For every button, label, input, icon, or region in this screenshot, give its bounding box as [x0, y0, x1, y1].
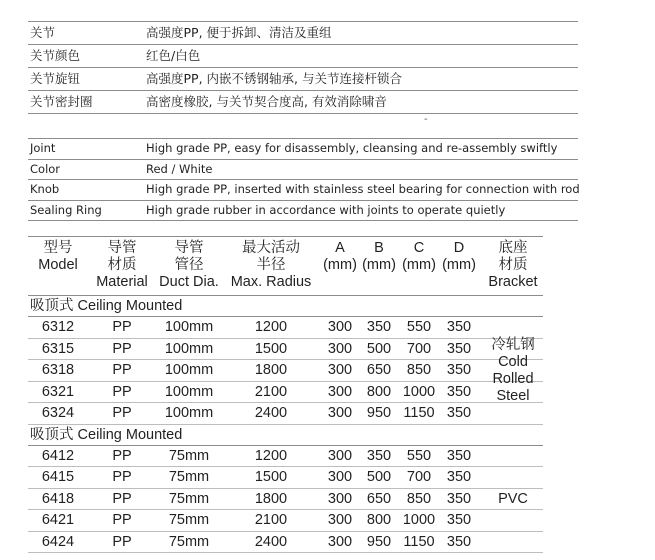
header-text: Bracket: [488, 274, 538, 290]
cell-material: PP: [112, 490, 132, 507]
spec-row-color: [28, 160, 578, 181]
cell-a: 300: [327, 340, 353, 357]
header-text: (mm): [323, 257, 357, 273]
cell-model: 6412: [41, 447, 75, 464]
cell-material: PP: [112, 447, 132, 464]
cell-a: 300: [327, 319, 353, 335]
table-row: [28, 489, 543, 511]
header-max-radius: [221, 240, 321, 291]
header-text: D: [453, 240, 465, 256]
cell-max-radius: 2100: [254, 383, 288, 400]
spec-value: 高强度PP, 便于拆卸、清洁及重组: [146, 25, 332, 40]
header-text: 半径: [256, 257, 286, 273]
cell-max-radius: 1800: [254, 490, 288, 507]
table-header: [28, 236, 543, 296]
cell-b: 350: [366, 447, 392, 464]
spec-value: High grade PP, easy for disassembly, cleansing and re-assembly swiftly: [146, 141, 558, 155]
table-row: [28, 339, 543, 361]
cell-b: 800: [366, 512, 392, 528]
spec-label: 关节颜色: [30, 48, 81, 63]
cell-c: 850: [406, 362, 432, 378]
cell-c: 700: [406, 340, 432, 357]
bracket-material: [474, 491, 552, 508]
cell-material: PP: [112, 512, 132, 528]
header-model: [28, 240, 88, 274]
header-material: [92, 240, 152, 291]
table-row: [28, 467, 543, 489]
header-text: 材质: [498, 257, 528, 273]
table-row: [28, 360, 543, 382]
cell-a: 300: [327, 405, 353, 421]
bracket-text: Steel: [496, 387, 530, 404]
cell-duct-dia: 75mm: [168, 447, 210, 464]
spec-label: Joint: [30, 141, 56, 155]
cell-b: 650: [366, 362, 392, 378]
cell-model: 6312: [41, 319, 75, 335]
cell-material: PP: [112, 405, 132, 421]
model-table: [28, 236, 543, 553]
cell-c: 1150: [403, 533, 435, 550]
table-row: [28, 446, 543, 468]
header-text: 型号: [43, 240, 73, 256]
cell-d: 350: [446, 405, 472, 421]
cell-c: 1000: [402, 512, 436, 528]
bracket-material: [474, 337, 552, 405]
cell-model: 6324: [41, 405, 75, 421]
spec-label: Color: [30, 161, 61, 176]
spec-row-joint-cn: [28, 21, 578, 45]
cell-max-radius: 1500: [254, 469, 288, 485]
header-bracket: [478, 240, 548, 291]
cell-material: PP: [112, 340, 132, 357]
cell-duct-dia: 100mm: [164, 319, 214, 335]
cell-model: 6321: [41, 383, 75, 400]
section-body: [28, 317, 543, 425]
cell-d: 350: [446, 490, 472, 507]
cell-material: PP: [112, 319, 132, 335]
cell-c: 550: [406, 447, 432, 464]
header-text: 管径: [174, 257, 204, 273]
cell-d: 350: [446, 533, 472, 550]
cell-duct-dia: 100mm: [164, 383, 214, 400]
cell-duct-dia: 100mm: [164, 340, 214, 357]
cell-max-radius: 1200: [254, 447, 288, 464]
header-text: 导管: [107, 240, 137, 256]
header-text: C: [413, 240, 425, 256]
cell-duct-dia: 100mm: [164, 405, 214, 421]
cell-c: 1000: [402, 383, 436, 400]
table-row: [28, 532, 543, 554]
cell-model: 6315: [41, 340, 75, 357]
cell-c: 1150: [403, 405, 435, 421]
spec-value: 红色/白色: [146, 48, 201, 63]
header-text: Material: [96, 274, 148, 290]
cell-max-radius: 2400: [254, 405, 288, 421]
cell-duct-dia: 75mm: [168, 490, 210, 507]
spec-value: High grade rubber in accordance with joints to operate quietly: [146, 202, 506, 217]
table-row: [28, 510, 543, 532]
spec-row-color-cn: [28, 45, 578, 68]
stray-mark: -: [424, 114, 428, 125]
bracket-text: Cold: [498, 353, 528, 370]
cell-duct-dia: 100mm: [164, 362, 214, 378]
cell-d: 350: [446, 383, 472, 400]
cell-b: 950: [366, 405, 392, 421]
spec-row-joint: [28, 138, 578, 160]
cell-d: 350: [446, 512, 472, 528]
cell-d: 350: [446, 447, 472, 464]
header-text: Model: [38, 257, 78, 273]
header-a: [320, 240, 360, 274]
cell-material: PP: [112, 469, 132, 485]
bracket-text: PVC: [498, 490, 528, 507]
header-text: 最大活动: [242, 240, 300, 256]
cell-model: 6421: [41, 512, 75, 528]
bracket-text: 冷轧钢: [491, 336, 535, 353]
cell-b: 500: [366, 469, 392, 485]
cell-a: 300: [327, 469, 353, 485]
cell-duct-dia: 75mm: [168, 469, 210, 485]
spec-row-sealing-ring: [28, 201, 578, 222]
header-c: [397, 240, 441, 274]
cell-b: 350: [366, 319, 392, 335]
cell-duct-dia: 75mm: [168, 533, 210, 550]
cell-model: 6424: [41, 533, 75, 550]
header-text: (mm): [442, 257, 476, 273]
cell-duct-dia: 75mm: [168, 512, 210, 528]
cell-b: 650: [366, 490, 392, 507]
spec-label: Sealing Ring: [30, 202, 102, 217]
spec-row-sealing-cn: [28, 91, 578, 114]
cell-max-radius: 2400: [254, 533, 288, 550]
cell-model: 6318: [41, 362, 75, 378]
cell-a: 300: [327, 512, 353, 528]
cell-b: 500: [366, 340, 392, 357]
cell-c: 700: [406, 469, 432, 485]
section-title: 吸顶式 Ceiling Mounted: [28, 425, 543, 446]
header-text: 导管: [174, 240, 204, 256]
cell-max-radius: 1200: [254, 319, 288, 335]
cell-b: 950: [366, 533, 392, 550]
cell-c: 850: [406, 490, 432, 507]
spec-row-knob-cn: [28, 68, 578, 91]
cell-a: 300: [327, 533, 353, 550]
spec-value: 高强度PP, 内嵌不锈钢轴承, 与关节连接杆锁合: [146, 71, 402, 86]
table-row: [28, 382, 543, 404]
section-title: 吸顶式 Ceiling Mounted: [28, 296, 543, 317]
header-text: A: [335, 240, 345, 256]
header-b: [359, 240, 399, 274]
spec-label: 关节旋钮: [30, 71, 81, 86]
header-text: 底座: [498, 240, 528, 256]
section-body: [28, 446, 543, 554]
spec-table-chinese: [28, 21, 578, 114]
cell-a: 300: [327, 362, 353, 378]
spec-label: Knob: [30, 182, 60, 196]
header-text: (mm): [362, 257, 396, 273]
spec-table-english: [28, 138, 578, 221]
table-row: [28, 317, 543, 339]
cell-a: 300: [327, 447, 353, 464]
header-text: Max. Radius: [230, 274, 312, 290]
cell-a: 300: [327, 490, 353, 507]
bracket-text: Rolled: [492, 370, 534, 387]
cell-max-radius: 2100: [254, 512, 288, 528]
cell-max-radius: 1500: [254, 340, 288, 357]
cell-d: 350: [446, 340, 472, 357]
cell-a: 300: [327, 383, 353, 400]
cell-material: PP: [112, 383, 132, 400]
cell-model: 6415: [41, 469, 75, 485]
spec-label: 关节密封圈: [30, 94, 93, 109]
spec-label: 关节: [30, 25, 56, 40]
cell-max-radius: 1800: [254, 362, 288, 378]
cell-d: 350: [446, 469, 472, 485]
header-text: 材质: [107, 257, 137, 273]
spec-row-knob: [28, 180, 578, 201]
header-duct-dia: [149, 240, 229, 291]
header-text: Duct Dia.: [159, 274, 219, 290]
cell-model: 6418: [41, 490, 75, 507]
header-text: (mm): [402, 257, 436, 273]
header-text: B: [374, 240, 384, 256]
header-d: [439, 240, 479, 274]
spec-value: 高密度橡胶, 与关节契合度高, 有效消除啸音: [146, 94, 387, 109]
cell-b: 800: [366, 383, 392, 400]
cell-c: 550: [406, 319, 432, 335]
cell-material: PP: [112, 362, 132, 378]
spec-value: High grade PP, inserted with stainless steel bearing for connection with rod: [146, 182, 580, 196]
cell-d: 350: [446, 319, 472, 335]
cell-d: 350: [446, 362, 472, 378]
spec-value: Red / White: [146, 161, 213, 176]
table-row: [28, 403, 543, 425]
cell-material: PP: [112, 533, 132, 550]
